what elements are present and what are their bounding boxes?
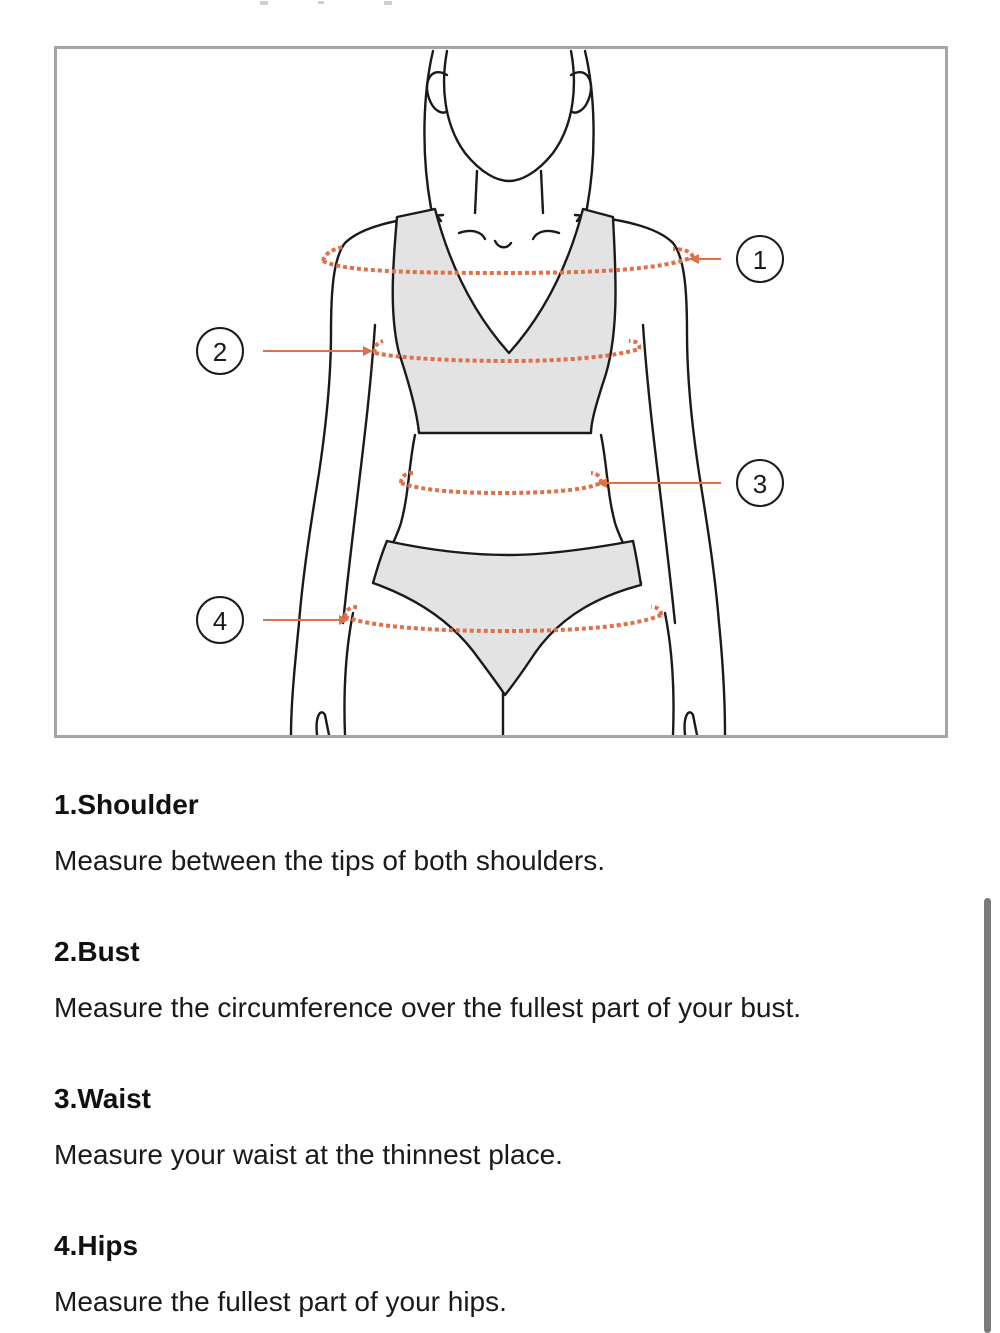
- section-title-hips: 4.Hips: [54, 1230, 139, 1261]
- section-hips: [54, 1229, 954, 1317]
- measurement-diagram: [54, 46, 948, 738]
- marker-1-label: 1: [752, 245, 768, 275]
- waist-measure-back-right: [591, 473, 601, 483]
- right-arm-inner: [643, 325, 675, 623]
- neck-right: [541, 171, 543, 213]
- section-desc-waist: Measure your waist at the thinnest place.: [54, 1139, 563, 1170]
- hair-left-outline: [424, 51, 441, 221]
- hips-measure-back-right: [651, 607, 661, 615]
- cropped-heading-remnant: [0, 0, 1000, 12]
- left-arm-inner: [343, 325, 375, 623]
- section-title-shoulder: 1.Shoulder: [54, 789, 199, 820]
- marker-3-label: 3: [752, 469, 768, 499]
- section-desc-bust: Measure the circumference over the fullest part of your bust.: [54, 992, 802, 1023]
- section-title-waist: 3.Waist: [54, 1083, 151, 1114]
- body-illustration: [57, 49, 945, 735]
- neck-left: [475, 171, 477, 213]
- hips-measure-back-left: [345, 607, 357, 617]
- bust-measure-back-left: [374, 341, 383, 353]
- face-outline: [444, 51, 574, 181]
- section-desc-hips: Measure the fullest part of your hips.: [54, 1286, 507, 1317]
- section-title-bust: 2.Bust: [54, 936, 140, 967]
- section-waist: [54, 1082, 954, 1170]
- collarbone-left: [459, 231, 485, 239]
- panty-garment: [373, 541, 641, 695]
- neck-dimple: [495, 241, 511, 247]
- right-hand: [685, 712, 697, 735]
- section-desc-shoulder: Measure between the tips of both shoulders.: [54, 845, 606, 876]
- hair-right-outline: [577, 51, 594, 221]
- leg-left-outer: [344, 613, 353, 735]
- shoulder-measure-back-right: [673, 249, 693, 257]
- collarbone-right: [533, 231, 559, 239]
- section-shoulder: [54, 788, 954, 876]
- bra-garment: [393, 209, 616, 433]
- waist-measure-back-left: [401, 473, 413, 483]
- leg-right-outer: [665, 613, 674, 735]
- shoulder-measure-line: [323, 257, 693, 273]
- marker-2-label: 2: [212, 337, 228, 367]
- section-bust: [54, 935, 954, 1023]
- vertical-scrollbar[interactable]: [984, 898, 991, 1333]
- left-hand: [317, 712, 329, 735]
- marker-4-label: 4: [212, 606, 228, 636]
- bust-measure-back-right: [629, 341, 639, 349]
- waist-measure-line: [401, 483, 601, 493]
